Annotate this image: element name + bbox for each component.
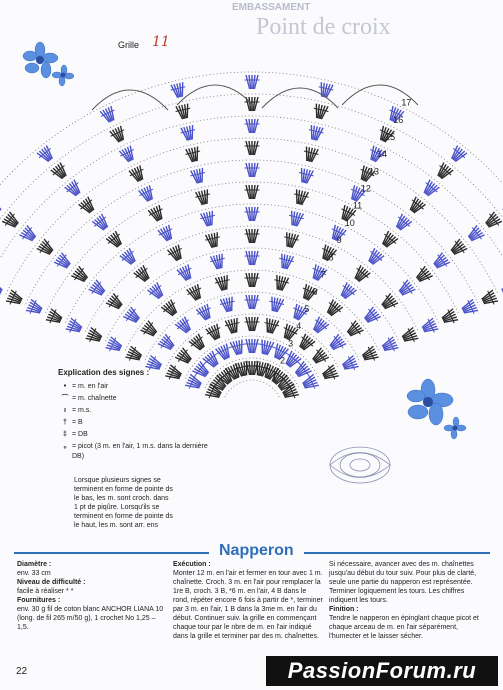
stitch-group: [174, 103, 192, 120]
stitch-group: [170, 82, 188, 99]
stitch-group: [214, 275, 232, 292]
stitch-group: [137, 185, 157, 204]
flower-decoration-right: [400, 372, 470, 442]
scallop-arc: [177, 85, 253, 105]
stitch-group: [245, 251, 260, 265]
stitch-group: [224, 318, 242, 335]
stitch-group: [440, 307, 459, 327]
legend-text: = m. chaînette: [72, 395, 117, 402]
stitch-group: [205, 323, 225, 342]
legend: [58, 368, 218, 464]
stitch-group: [65, 317, 84, 337]
stitch-group: [396, 279, 416, 299]
stitch-group: [320, 364, 339, 384]
stitch-group: [392, 213, 412, 233]
row-number: 4: [296, 321, 302, 332]
supplies-value: env. 30 g fil de coton blanc ANCHOR LIANA 10 (long. de fil 265 m/50 g), 1 crochet No 1,25 – 1,5.: [17, 606, 164, 631]
stitch-group: [0, 197, 4, 217]
stitch-group: [118, 145, 138, 164]
stitch-group: [267, 296, 285, 313]
stitch-group: [245, 119, 260, 133]
stitch-group: [465, 224, 485, 244]
row-number: 2: [280, 355, 286, 366]
stitch-group: [245, 185, 260, 199]
chain-arc: [46, 182, 459, 313]
execution-label: Exécution :: [173, 561, 211, 568]
stitch-group: [19, 224, 39, 244]
diagram-label: Grille: [118, 40, 140, 50]
stitch-group: [199, 210, 217, 227]
row-number: 12: [360, 183, 371, 194]
row-number: 1: [271, 372, 277, 383]
stitch-group: [245, 339, 260, 353]
legend-item: [58, 430, 218, 440]
stitch-group: [296, 333, 316, 353]
row-number: 8: [328, 252, 334, 263]
stitch-group: [365, 247, 385, 267]
stitch-group: [272, 275, 290, 292]
stitch-group: [36, 145, 56, 165]
stitch-group: [309, 347, 329, 367]
continuation-text: Si nécessaire, avancer avec des m. chaînettes jusqu'au début du tour suiv. Pour plus de clarté, seule une partie du napperon est représentée. Terminer logiquement les tours. Les chiffres indiquent les tours.: [329, 561, 477, 604]
stitch-group: [5, 289, 24, 309]
stitch-group: [108, 125, 128, 144]
stitch-group: [204, 232, 222, 249]
dimensions-value: env. 33 cm: [17, 570, 51, 577]
row-number: 10: [344, 217, 355, 228]
stitch-group: [482, 211, 502, 231]
stitch-group: [184, 146, 202, 163]
row-number: 16: [393, 114, 404, 125]
stitch-group: [125, 345, 144, 365]
section-title: Napperon: [219, 542, 294, 559]
stitch-group: [460, 298, 479, 318]
legend-item: [58, 418, 218, 428]
stitch-group: [360, 345, 379, 365]
stitch-group: [88, 279, 108, 299]
stitch-group: [340, 354, 359, 374]
stitch-group: [307, 125, 325, 142]
slip-stitch-icon: ⌒: [61, 395, 69, 402]
row-number: 7: [320, 269, 326, 280]
finishing-text: Tendre le napperon en épinglant chaque picot et chaque arceau de m. en l'air séparément, l'humecter et le laisser sécher.: [329, 615, 479, 640]
dimensions-label: Diamètre :: [17, 561, 52, 568]
stitch-group: [480, 289, 499, 309]
stitch-group: [351, 264, 371, 284]
stitch-group: [157, 224, 177, 243]
stitch-group: [277, 253, 295, 270]
stitch-group: [185, 284, 205, 303]
stitch-group: [194, 189, 212, 206]
chain-stitch-icon: •: [63, 383, 67, 390]
stitch-group: [105, 336, 124, 356]
section-header: [14, 543, 490, 561]
stitch-group: [128, 165, 148, 184]
stitch-group: [166, 244, 186, 263]
legend-item: [58, 406, 218, 416]
legend-text: = m.s.: [72, 407, 92, 414]
stitch-group: [77, 196, 97, 216]
row-number: 14: [377, 149, 388, 160]
stitch-group: [448, 238, 468, 258]
stitch-group: [214, 343, 234, 362]
stitch-group: [99, 105, 119, 124]
legend-item: [58, 442, 218, 462]
stitch-group: [420, 179, 440, 199]
page-number: 22: [16, 666, 28, 677]
doily-sketch-icon: [318, 440, 398, 490]
stitch-group: [1, 211, 21, 231]
stitch-group: [189, 168, 207, 185]
stitch-group: [25, 298, 44, 318]
stitch-group: [323, 299, 343, 319]
stitch-group: [245, 295, 260, 309]
scallop-arc: [262, 88, 338, 108]
stitch-group: [140, 319, 160, 339]
stitch-group: [64, 179, 84, 199]
stitch-group: [245, 229, 260, 243]
watermark: PassionForum.ru: [266, 656, 498, 686]
stitch-group: [91, 213, 111, 233]
execution-text: Monter 12 m. en l'air et fermer en tour avec 1 m. chaînette. Croch. 3 m. en l'air pour remplacer la 1re B, croch. 3 B, *6 m. en l'air, 4 B dans le rond, répéter encore 6 fois à partir de *, terminer par 3 m. en l'air, 1 B dans la 3me m. en l'air du début. Continuer suiv. la grille en commençant chaque tour par le nbre de m. en l'air indiqué dans la grille et terminer par des m. chaînettes.: [173, 570, 323, 640]
stitch-group: [434, 162, 454, 182]
stitch-group: [174, 347, 194, 367]
stitch-group: [146, 282, 166, 302]
stitch-group: [85, 326, 104, 346]
stitch-group: [282, 232, 300, 249]
stitch-group: [499, 279, 503, 299]
stitch-group: [119, 247, 139, 267]
row-number: 9: [336, 235, 342, 246]
row-number: 3: [288, 338, 294, 349]
double-treble-icon: ‡: [63, 431, 67, 438]
stitch-group: [219, 296, 237, 313]
treble-icon: †: [63, 419, 67, 426]
stitch-group: [229, 339, 247, 356]
row-number: 11: [352, 200, 363, 211]
stitch-group: [312, 103, 330, 120]
handwritten-mark: 11: [152, 34, 170, 50]
title-rule-left: [14, 552, 209, 554]
scallop-arc: [92, 90, 168, 110]
stitch-group: [400, 326, 419, 346]
row-number: 17: [401, 97, 412, 108]
stitch-group: [300, 373, 319, 393]
stitch-group: [53, 251, 73, 271]
flower-decoration-top-left: [14, 40, 74, 90]
stitch-group: [160, 299, 180, 319]
stitch-group: [297, 168, 315, 185]
stitch-group: [122, 306, 142, 326]
stitch-group: [420, 317, 439, 337]
legend-text: = m. en l'air: [72, 383, 109, 390]
level-value: facile à réaliser * *: [17, 588, 74, 595]
background-title: Point de croix: [256, 14, 391, 40]
stitch-group: [292, 189, 310, 206]
stitch-group: [45, 307, 64, 327]
stitch-group: [245, 273, 260, 287]
stitch-group: [147, 204, 167, 223]
stitch-group: [245, 317, 260, 331]
stitch-group: [361, 306, 381, 326]
column-execution: [173, 560, 323, 641]
row-number: 5: [304, 303, 310, 314]
stitch-group: [302, 146, 320, 163]
stitch-group: [245, 75, 260, 89]
stitch-group: [36, 238, 56, 258]
background-kicker: EMBASSAMENT: [232, 2, 311, 13]
stitch-group: [245, 163, 260, 177]
stitch-group: [257, 339, 275, 356]
stitch-group: [179, 125, 197, 142]
stitch-group: [344, 319, 364, 339]
stitch-group: [133, 264, 153, 284]
symbol-note: Lorsque plusieurs signes se terminent en forme de pointe ds le bas, les m. sont croch. dans 1 pt de piqûre. Lorsqu'ils se terminent en forme de pointe ds le haut, les m. sont arr. ens: [74, 477, 173, 529]
title-rule-right: [304, 552, 490, 554]
stitch-group: [157, 333, 177, 353]
picot-icon: ₒ: [63, 443, 67, 450]
finishing-label: Finition :: [329, 606, 359, 613]
legend-item: [58, 382, 218, 392]
single-crochet-icon: ı: [64, 407, 66, 414]
supplies-label: Fournitures :: [17, 597, 61, 604]
stitch-group: [287, 210, 305, 227]
column-finishing: [329, 560, 479, 641]
stitch-group: [379, 292, 399, 312]
stitch-group: [245, 141, 260, 155]
row-number: 13: [368, 166, 380, 177]
legend-text: = picot (3 m. en l'air, 1 m.s. dans la dernière DB): [72, 443, 208, 460]
legend-title: Explication des signes :: [58, 368, 150, 377]
legend-item: [58, 394, 218, 404]
column-materials: [17, 560, 167, 632]
stitch-group: [174, 316, 194, 336]
legend-text: = DB: [72, 431, 88, 438]
stitch-group: [195, 303, 215, 322]
stitch-group: [406, 196, 426, 216]
stitch-group: [380, 336, 399, 356]
stitch-group: [317, 82, 335, 99]
stitch-group: [209, 253, 227, 270]
legend-text: = B: [72, 419, 83, 426]
stitch-group: [262, 318, 280, 335]
stitch-group: [176, 264, 196, 283]
stitch-group: [0, 279, 5, 299]
stitch-group: [50, 162, 70, 182]
row-number: 6: [312, 286, 318, 297]
row-number: 15: [385, 131, 396, 142]
stitch-group: [245, 207, 260, 221]
level-label: Niveau de difficulté :: [17, 579, 86, 586]
